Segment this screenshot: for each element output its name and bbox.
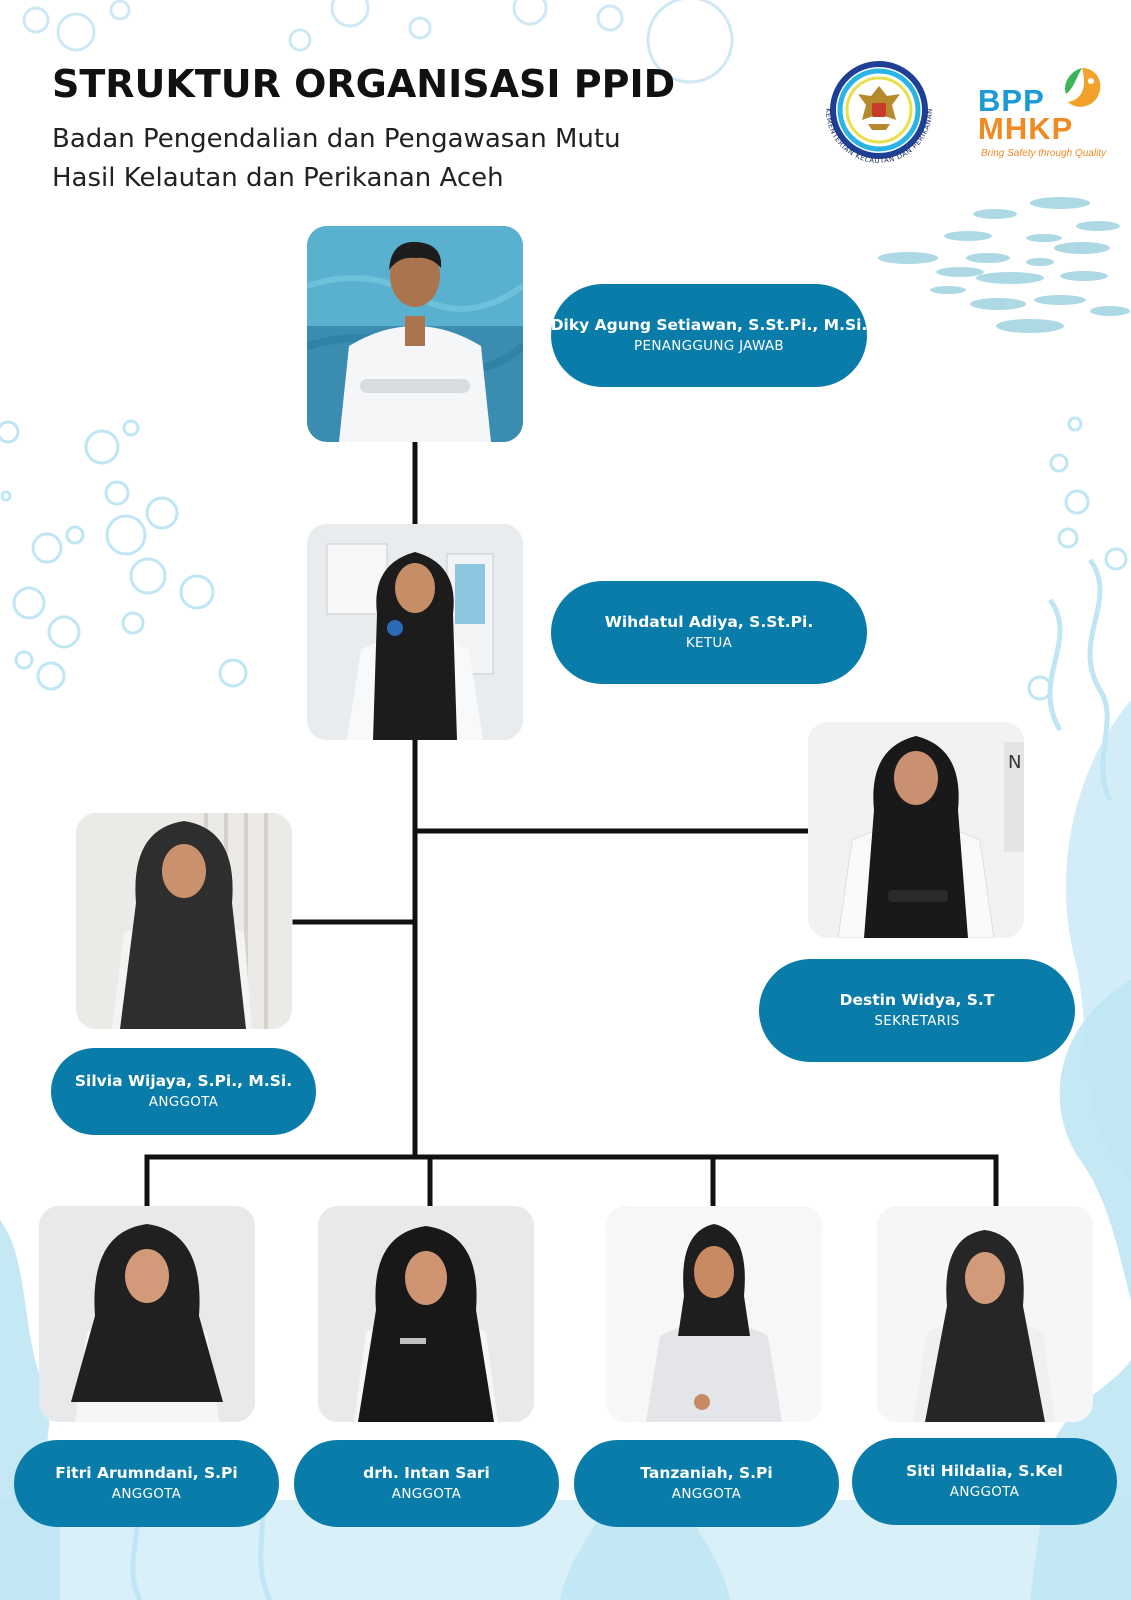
photo-fitri — [39, 1206, 255, 1422]
photo-silvia — [76, 813, 292, 1029]
photo-sekretaris — [808, 722, 1024, 938]
member-name: Fitri Arumndani, S.Pi — [55, 1464, 238, 1482]
member-card-siti — [852, 1438, 1117, 1525]
person-portrait-icon — [877, 1206, 1093, 1422]
photo-penanggung-jawab — [307, 226, 523, 442]
photo-tanzaniah — [606, 1206, 822, 1422]
member-card-sekretaris — [759, 959, 1075, 1062]
member-role: ANGGOTA — [391, 1486, 462, 1502]
person-portrait-icon — [39, 1206, 255, 1422]
subtitle-line-1: Badan Pengendalian dan Pengawasan Mutu — [52, 124, 621, 154]
bpp-wordmark: BPP — [978, 83, 1045, 118]
photo-ketua — [307, 524, 523, 740]
person-portrait-icon — [307, 226, 523, 442]
member-card-tanzaniah — [574, 1440, 839, 1527]
person-portrait-icon — [318, 1206, 534, 1422]
subtitle-line-2: Hasil Kelautan dan Perikanan Aceh — [52, 163, 504, 193]
member-name: Diky Agung Setiawan, S.St.Pi., M.Si. — [550, 316, 868, 334]
photo-intan — [318, 1206, 534, 1422]
person-portrait-icon — [76, 813, 292, 1029]
member-name: Tanzaniah, S.Pi — [640, 1464, 773, 1482]
person-portrait-icon — [808, 722, 1024, 938]
svg-text:KEMENTERIAN KELAUTAN DAN PERIK: KEMENTERIAN KELAUTAN DAN PERIKANAN — [823, 108, 935, 166]
member-role: ANGGOTA — [949, 1484, 1020, 1500]
member-card-penanggung-jawab — [551, 284, 867, 387]
member-name: Wihdatul Adiya, S.St.Pi. — [604, 613, 814, 631]
person-portrait-icon — [307, 524, 523, 740]
member-role: ANGGOTA — [111, 1486, 182, 1502]
svg-text:N: N — [1008, 752, 1022, 773]
member-name: drh. Intan Sari — [363, 1464, 490, 1482]
member-role: KETUA — [685, 635, 733, 651]
member-name: Siti Hildalia, S.Kel — [906, 1462, 1063, 1480]
member-role: PENANGGUNG JAWAB — [634, 338, 784, 354]
member-role: ANGGOTA — [148, 1094, 219, 1110]
member-role: SEKRETARIS — [874, 1013, 960, 1029]
person-portrait-icon — [606, 1206, 822, 1422]
member-card-silvia — [51, 1048, 316, 1135]
member-name: Silvia Wijaya, S.Pi., M.Si. — [74, 1072, 293, 1090]
member-card-intan — [294, 1440, 559, 1527]
member-role: ANGGOTA — [671, 1486, 742, 1502]
photo-siti — [877, 1206, 1093, 1422]
bpp-tagline: Bring Safety through Quality — [981, 148, 1107, 159]
mhkp-wordmark: MHKP — [978, 111, 1074, 146]
member-name: Destin Widya, S.T — [839, 991, 995, 1009]
member-card-ketua — [551, 581, 867, 684]
member-card-fitri — [14, 1440, 279, 1527]
page-title: STRUKTUR ORGANISASI PPID — [52, 62, 676, 106]
